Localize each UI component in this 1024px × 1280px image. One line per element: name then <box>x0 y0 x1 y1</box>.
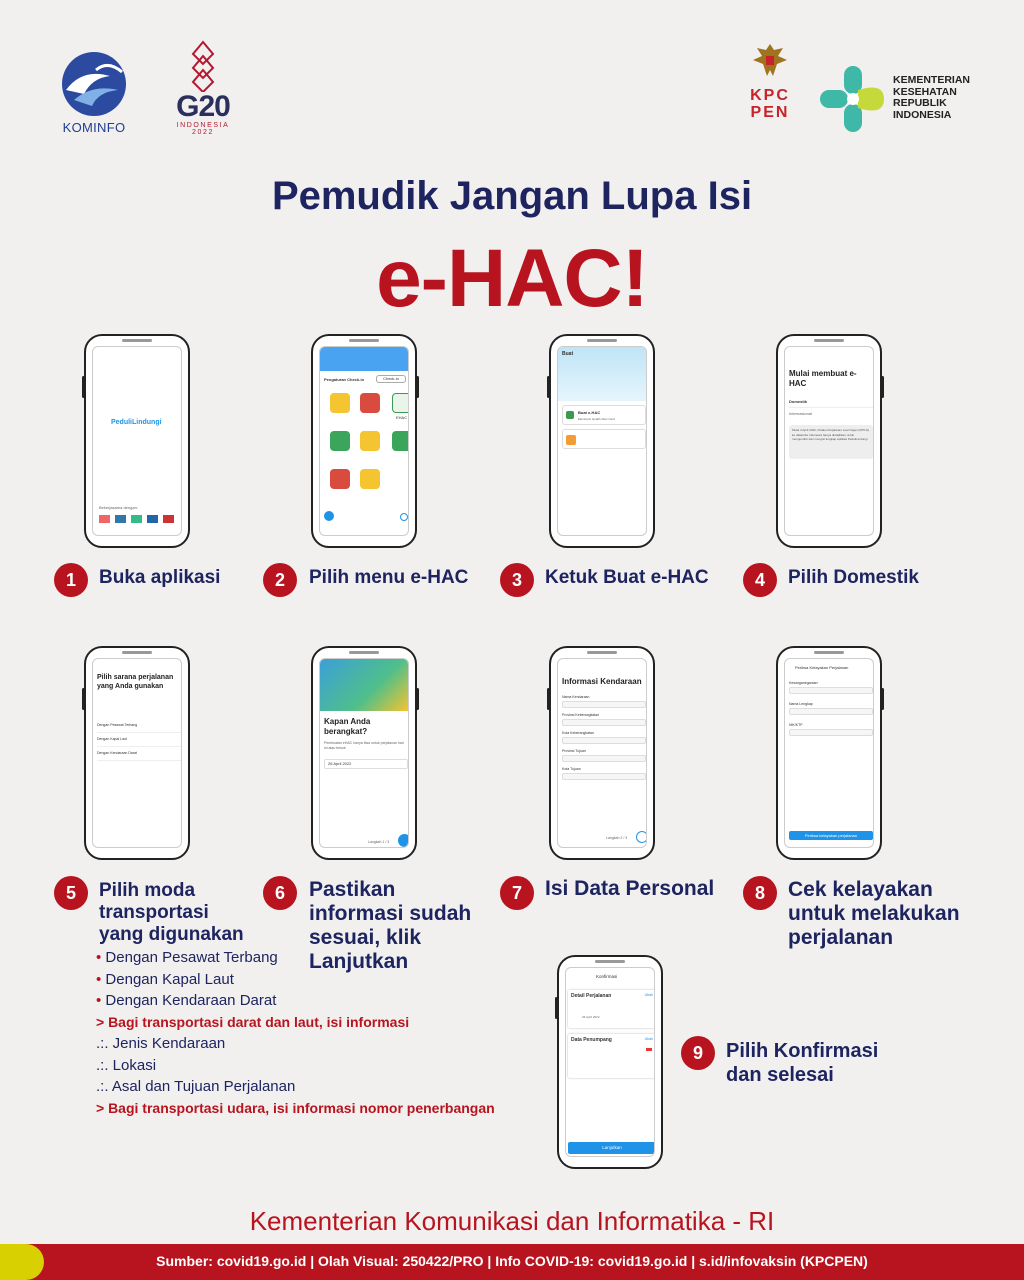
step-label-3: Ketuk Buat e-HAC <box>545 567 709 588</box>
kemkes-label <box>893 75 993 121</box>
date-sub: Pembuatan eHAC hanya bisa untuk perjalanan hari ini atau besok <box>324 741 404 750</box>
next-button[interactable] <box>398 834 409 847</box>
step-label-5: Pilih moda transportasi yang digunakan <box>99 880 244 945</box>
vehicle-next-button[interactable] <box>636 831 647 843</box>
step-badge-3: 3 <box>500 563 534 597</box>
phone-step-8 <box>776 646 882 860</box>
ehac-menu-label: EHAC <box>396 415 408 420</box>
kemkes-line1: KEMENTERIAN <box>893 74 971 86</box>
land-item-route: .:. Asal dan Tujuan Perjalanan <box>96 1078 296 1095</box>
field-dep-prov[interactable] <box>562 719 646 726</box>
opt-land[interactable]: Dengan Kendaraan Darat <box>97 747 181 761</box>
create-ehac-sub: Electronic Health Alert Card <box>578 417 615 421</box>
phone-step-1 <box>84 334 190 548</box>
checkin-setting: Pengaturan Check-in <box>324 377 365 382</box>
phone-step-6 <box>311 646 417 860</box>
create-ehac-card[interactable] <box>562 405 646 425</box>
screen-confirmation <box>565 967 655 1157</box>
field-dest-city[interactable] <box>562 773 646 780</box>
land-item-type: .:. Jenis Kendaraan <box>96 1035 226 1052</box>
g20-logo <box>170 40 236 140</box>
step-badge-1: 1 <box>54 563 88 597</box>
field-label-citizenship: Kewarganegaraan <box>789 681 818 685</box>
passenger-edit-link[interactable]: Ubah <box>644 1037 653 1041</box>
partner-logos <box>99 515 179 523</box>
step-label-7: Isi Data Personal <box>545 877 715 900</box>
phone-step-9 <box>557 955 663 1169</box>
home-banner <box>320 347 408 371</box>
step-badge-5: 5 <box>54 876 88 910</box>
field-dep-city[interactable] <box>562 737 646 744</box>
transport-option-plane: • Dengan Pesawat Terbang <box>96 949 278 966</box>
info-note: Mulai 4 April 2022, Pelaku Perjalanan Luar Negeri (PPLN) ke dalam/ke Indonesia hanya diwajibkan untuk mengunduh dan mengisi lengkap aplikasi PeduliLindungi <box>789 425 873 459</box>
vehicle-form <box>562 695 646 785</box>
partner-label: Bekerjasama dengan: <box>99 505 138 510</box>
screen-departure-date <box>319 658 409 848</box>
create-ehac-title: Buat e-HAC <box>578 410 601 415</box>
note-air: > Bagi transportasi udara, isi informasi nomor penerbangan <box>96 1099 495 1116</box>
step-label-4: Pilih Domestik <box>788 567 919 588</box>
flag-icon <box>646 1048 652 1051</box>
field-label-fullname: Nama Lengkap <box>789 702 813 706</box>
eligibility-form <box>789 681 873 741</box>
field-label-dep-prov: Provinsi Keberangkatan <box>562 713 600 717</box>
g20-mark: G20 <box>176 90 230 123</box>
field-label-dest-city: Kota Tujuan <box>562 767 581 771</box>
screen-transport-mode <box>92 658 182 848</box>
screen-pedulilindungi <box>92 346 182 536</box>
screen-vehicle-info <box>557 658 647 848</box>
kemkes-logo <box>818 64 888 134</box>
checkin-button[interactable]: Check-in <box>376 375 406 383</box>
footer-source: Sumber: covid19.go.id | Olah Visual: 250422/PRO | Info COVID-19: covid19.go.id | s.id/infovaksin (KPCPEN) <box>156 1253 868 1269</box>
date-field[interactable]: 26 April 2022 <box>324 759 408 769</box>
field-dest-prov[interactable] <box>562 755 646 762</box>
screen-start-ehac <box>784 346 874 536</box>
field-label-dep-city: Kota Keberangkatan <box>562 731 594 735</box>
trip-label: Detail Perjalanan <box>571 993 612 999</box>
date-step: Langkah 1 / 3 <box>368 840 390 844</box>
transport-option-ship: • Dengan Kapal Laut <box>96 970 234 988</box>
transport-option-land: • Dengan Kendaraan Darat <box>96 992 277 1009</box>
transport-details <box>96 947 495 1119</box>
screen-home-menu <box>319 346 409 536</box>
vehicle-step: Langkah 2 / 3 <box>606 836 628 840</box>
opt-plane[interactable]: Dengan Pesawat Terbang <box>97 719 181 733</box>
step-badge-4: 4 <box>743 563 777 597</box>
g20-year: 2022 <box>192 129 214 136</box>
page-title-highlight: e-HAC! <box>376 233 648 324</box>
field-label-dest-prov: Provinsi Tujuan <box>562 749 586 753</box>
step-label-6: Pastikan informasi sudah sesuai, klik Lanjutkan <box>309 878 472 973</box>
trip-card <box>568 990 655 1028</box>
kpc-line1: KPC <box>750 87 790 104</box>
land-item-location: .:. Lokasi <box>96 1056 157 1074</box>
g20-subtitle: INDONESIA <box>176 122 230 129</box>
date-illustration <box>320 659 408 711</box>
field-nik[interactable] <box>789 729 873 736</box>
start-title: Mulai membuat e-HAC <box>789 369 857 388</box>
step-label-1: Buka aplikasi <box>99 567 221 588</box>
footer-title: Kementerian Komunikasi dan Informatika - RI <box>249 1206 775 1236</box>
step-badge-6: 6 <box>263 876 297 910</box>
ehac-menu-icon[interactable] <box>392 393 409 413</box>
field-fullname[interactable] <box>789 708 873 715</box>
kemkes-line3: REPUBLIK <box>893 97 947 109</box>
phone-step-5 <box>84 646 190 860</box>
kemkes-line4: INDONESIA <box>893 108 952 121</box>
passenger-card <box>568 1034 655 1078</box>
page-title: Pemudik Jangan Lupa Isi <box>271 174 753 218</box>
step-badge-9: 9 <box>681 1036 715 1070</box>
phone-step-7 <box>549 646 655 860</box>
transport-options <box>97 719 181 761</box>
vehicle-title: Informasi Kendaraan <box>562 677 642 686</box>
step-badge-8: 8 <box>743 876 777 910</box>
kpc-pen-logo <box>745 40 795 132</box>
step-label-9: Pilih Konfirmasi dan selesai <box>726 1040 879 1086</box>
field-label-nik: NIK/KTP <box>789 723 803 727</box>
date-title: Kapan Anda berangkat? <box>324 717 371 736</box>
phone-step-4 <box>776 334 882 548</box>
transport-title: Pilih sarana perjalanan yang Anda gunakan <box>97 674 174 690</box>
field-citizenship[interactable] <box>789 687 873 694</box>
kpc-line2: PEN <box>750 104 790 121</box>
trip-date: 26 April 2022 <box>582 1015 600 1019</box>
step-badge-7: 7 <box>500 876 534 910</box>
continue-button[interactable]: Lanjutkan <box>568 1142 655 1154</box>
screen-eligibility <box>784 658 874 848</box>
field-label-vehicle: Nama Kendaraan <box>562 695 590 699</box>
note-land-sea: > Bagi transportasi darat dan laut, isi informasi <box>96 1013 410 1030</box>
step-label-2: Pilih menu e-HAC <box>309 567 469 588</box>
field-vehicle[interactable] <box>562 701 646 708</box>
phone-step-2 <box>311 334 417 548</box>
trip-edit-link[interactable]: Ubah <box>644 993 653 997</box>
passenger-label: Data Penumpang <box>571 1037 612 1043</box>
create-header: Buat <box>562 351 574 357</box>
kominfo-label: KOMINFO <box>62 120 126 135</box>
domestic-option[interactable]: Domestik <box>789 399 873 408</box>
screen-create-ehac <box>557 346 647 536</box>
garuda-icon <box>745 40 795 82</box>
international-option[interactable]: Internasional <box>789 411 812 416</box>
eligibility-title: Periksa Kelayakan Perjalanan <box>795 665 849 670</box>
step-label-8: Cek kelayakan untuk melakukan perjalanan <box>788 878 960 949</box>
kemkes-line2: KESEHATAN <box>893 85 957 98</box>
step-badge-2: 2 <box>263 563 297 597</box>
check-eligibility-button[interactable]: Periksa kelayakan perjalanan <box>789 831 873 840</box>
app-name: PeduliLindungi <box>111 419 162 426</box>
confirm-title: Konfirmasi <box>596 974 618 979</box>
phone-step-3 <box>549 334 655 548</box>
opt-ship[interactable]: Dengan Kapal Laut <box>97 733 181 747</box>
